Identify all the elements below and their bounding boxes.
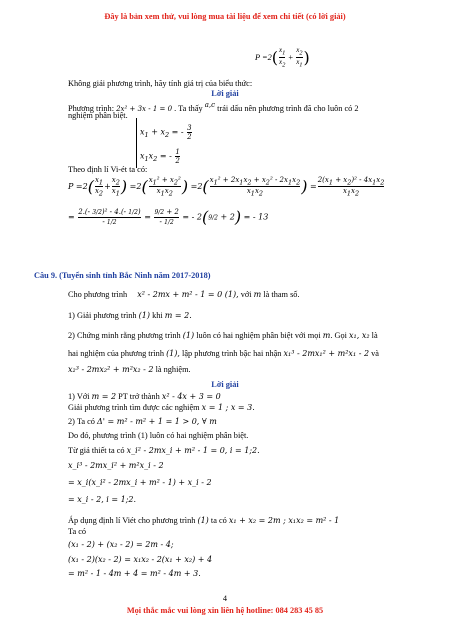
problem9-title: Câu 9. (Tuyển sinh tỉnh Bắc Ninh năm 2017-2018) xyxy=(34,271,211,280)
sum-line: (x₁ - 2) + (x₂ - 2) = 2m - 4; xyxy=(68,540,174,549)
product-result-line: = m² - 1 - 4m + 4 = m² - 4m + 3. xyxy=(68,569,201,578)
preview-notice-header: Đây là bản xem thử, vui lòng mua tài liệu để xem chi tiết (có lời giải) xyxy=(104,12,346,21)
p-calculation: = $\frac{\text{2.(- 3/2)² - 4.(- 1/2)}}{- 1/2}$ = $\frac{9/2 + 2}{- 1/2}$ = - 2(9/2 + 2) = - 13 xyxy=(68,207,269,227)
problem9-q2-line3: x₂³ - 2mx₂² + m²x₂ - 2 là nghiệm. xyxy=(68,365,191,374)
problem9-solution-title: Lời giải xyxy=(211,380,239,389)
problem9-q2-line2: hai nghiệm của phương trình (1), lập phương trình bậc hai nhận x₁³ - 2mx₁² + m²x₁ - 2 và xyxy=(68,349,379,358)
problem9-q2-line1: 2) Chứng minh rằng phương trình (1) luôn có hai nghiệm phân biệt với mọi m. Gọi x₁, x₂ là xyxy=(68,331,378,340)
vieta-application: Áp dụng định lí Viét cho phương trình (1) ta có x₁ + x₂ = 2m ; x₁x₂ = m² - 1 xyxy=(68,516,340,525)
vieta-sum: $x_1 + x_2$ = - $\frac{3}{2}$ xyxy=(140,124,192,141)
derivation-line2: = x_i(x_i² - 2mx_i + m² - 1) + x_i - 2 xyxy=(68,478,212,487)
prev-instruction: Không giải phương trình, hãy tính giá trị của biểu thức: xyxy=(68,79,253,88)
hotline-footer: Mọi thắc mắc vui lòng xin liên hệ hotline: 084 283 45 85 xyxy=(126,606,324,615)
page-number: 4 xyxy=(222,594,228,603)
vieta-label: Theo định lí Vi-ét ta có: xyxy=(68,165,148,174)
ta-co-label: Ta có xyxy=(68,527,87,536)
derivation-line1: x_i³ - 2mx_i² + m²x_i - 2 xyxy=(68,461,164,470)
problem9-q1: 1) Giải phương trình (1) khi m = 2. xyxy=(68,311,192,320)
p-expansion: P =2( $\frac{x_1}{x_2}$ + $\frac{x_2}{x_1}$ ) =2( $\frac{x_1^2 + x_2^2}{x_1x_2}$ ) =2( $\frac{x_1^2 + 2x_1x_2 + x_2^2 - 2x_1x_2}{x_1x_2}$ ) = $\frac{2(x_1 + x_2)^2 - 4x_1x_2}{x_1x_2}$ xyxy=(68,176,385,198)
top-formula: P =2( $\frac{x_1}{x_2}$ + $\frac{x_2}{x_1}$ ) xyxy=(255,46,310,69)
prev-equation-line: Phương trình: 2x² + 3x - 1 = 0 . Ta thấy $^{a,c}$ trái dấu nên phương trình đã cho luôn có 2 xyxy=(68,101,359,113)
derivation-line3: = x_i - 2, i = 1;2. xyxy=(68,495,137,504)
problem9-intro: Cho phương trình x² - 2mx + m² - 1 = 0 (1), với m là tham số. xyxy=(68,290,300,299)
solution-hypothesis: Từ giả thiết ta có x_i² - 2mx_i + m² - 1 = 0, i = 1;2. xyxy=(68,446,260,455)
product-line: (x₁ - 2)(x₂ - 2) = x₁x₂ - 2(x₁ + x₂) + 4 xyxy=(68,555,213,564)
vieta-product: $x_1x_2$ = - $\frac{1}{2}$ xyxy=(140,148,180,165)
prev-solution-title: Lời giải xyxy=(211,89,239,98)
solution-two-roots: Do đó, phương trình (1) luôn có hai nghiệm phân biệt. xyxy=(68,431,249,440)
prev-distinct-roots: nghiệm phân biệt. xyxy=(68,111,128,120)
solution-roots: Giải phương trình tìm được các nghiệm x = 1 ; x = 3. xyxy=(68,403,255,412)
solution-part1: 1) Với m = 2 PT trở thành x² - 4x + 3 = 0 xyxy=(68,392,221,401)
solution-part2-delta: 2) Ta có Δ' = m² - m² + 1 = 1 > 0, ∀ m xyxy=(68,417,217,426)
vieta-brace xyxy=(136,118,137,168)
